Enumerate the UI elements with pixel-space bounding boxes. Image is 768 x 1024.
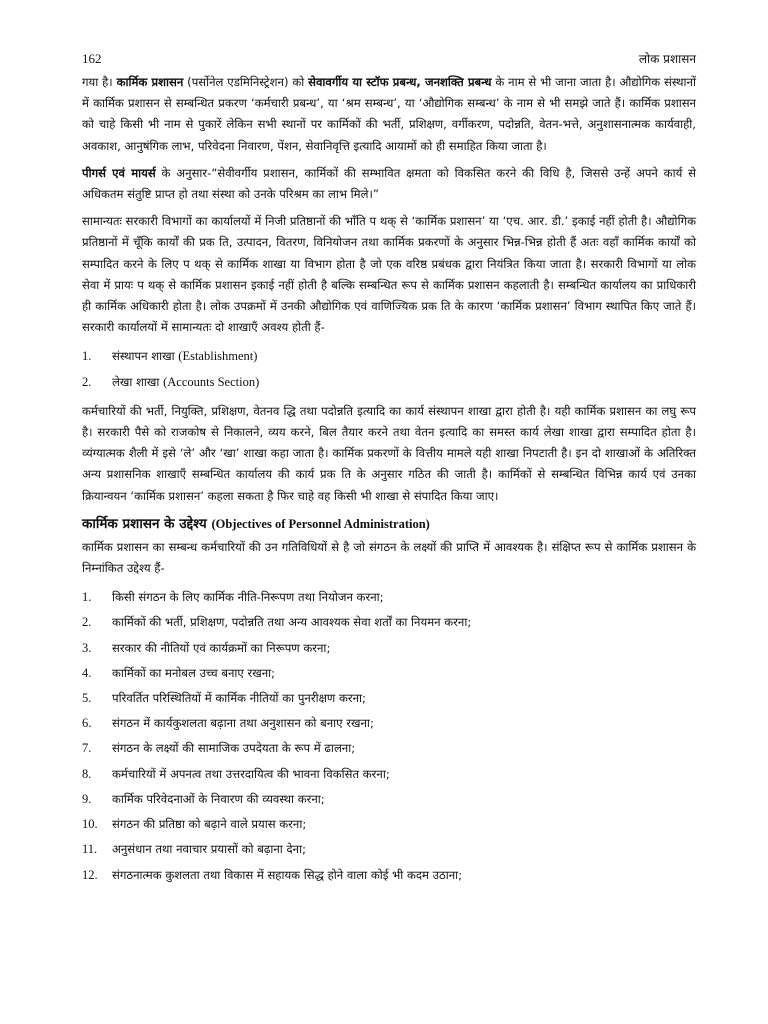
list-number: 11. xyxy=(82,842,98,857)
list-number: 8. xyxy=(82,766,92,781)
section-heading xyxy=(82,513,696,535)
list-number: 2. xyxy=(82,374,92,389)
objectives-list xyxy=(82,585,696,887)
list-item xyxy=(82,585,696,610)
branch-name: संस्थापन शाखा xyxy=(112,349,175,364)
list-number: 5. xyxy=(82,691,92,706)
text-run: के अनुसार-“सेवीवर्गीय प्रशासन, कार्मिकों की सम्भावित क्षमता को विकसित करने की विधि है, जिससे उन्हें अपने कार्य से अधिकतम संतुष्टि प्राप्त हो तथा संस्था को उनके परिश्रम का लाभ मिले।” xyxy=(82,165,696,202)
branch-english: (Establishment) xyxy=(178,349,258,364)
list-item xyxy=(82,762,696,787)
paragraph-quote xyxy=(82,163,696,205)
heading-english: (Objectives of Personnel Administration) xyxy=(211,516,430,531)
list-text: संगठन के लक्ष्यों की सामाजिक उपदेयता के रूप में ढालना; xyxy=(112,741,356,756)
list-item xyxy=(82,610,696,635)
list-number: 2. xyxy=(82,615,92,630)
branch-name: लेखा शाखा xyxy=(112,374,160,389)
page-header xyxy=(82,50,696,72)
branch-list xyxy=(82,344,696,394)
list-text: कार्मिकों की भर्ती, प्रशिक्षण, पदोन्नति तथा अन्य आवश्यक सेवा शर्तों का नियमन करना; xyxy=(112,615,472,630)
text-run: के नाम से भी जाना जाता है। औद्योगिक संस्थानों में कार्मिक प्रशासन से सम्बन्धित प्रकरण ‘कर्मचारी प्रबन्ध’, या ‘श्रम सम्बन्ध’, या ‘औद्योगिक सम्बन्ध’ के नाम से भी समझे जाते हैं। कार्मिक प्रशासन को चाहे किसी भी नाम से पुकारें लेकिन सभी स्थानों पर कार्मिकों की भर्ती, प्रशिक्षण, वर्गीकरण, पदोन्नति, वेतन-भत्ते, अनुशासनात्मक कार्यवाही, अवकाश, आनुषंगिक लाभ, परिवेदना निवारण, पेंशन, सेवानिवृत्ति इत्यादि आयामों को ही समाहित किया जाता है। xyxy=(82,75,696,153)
page-number: 162 xyxy=(82,51,102,66)
text-run: गया है। xyxy=(82,75,117,89)
list-item xyxy=(82,344,696,369)
list-item xyxy=(82,370,696,395)
list-item xyxy=(82,812,696,837)
heading-hindi: कार्मिक प्रशासन के उद्देश्य xyxy=(82,515,207,532)
list-text: परिवर्तित परिस्थितियों में कार्मिक नीतियों का पुनरीक्षण करना; xyxy=(112,691,366,706)
list-text: संगठन में कार्यकुशलता बढ़ाना तथा अनुशासन को बनाए रखना; xyxy=(112,716,374,731)
list-number: 12. xyxy=(82,867,98,882)
list-item xyxy=(82,863,696,888)
bold-term: पीगर्स एवं मायर्स xyxy=(82,165,156,180)
list-number: 1. xyxy=(82,590,92,605)
list-item xyxy=(82,711,696,736)
list-item xyxy=(82,736,696,761)
list-text: किसी संगठन के लिए कार्मिक नीति-निरूपण तथा नियोजन करना; xyxy=(112,590,384,605)
bold-term: सेवावर्गीय या स्टॉफ प्रबन्ध, जनशक्ति प्रबन्ध xyxy=(308,75,492,89)
paragraph-departments: सामान्यतः सरकारी विभागों का कार्यालयों में निजी प्रतिष्ठानों की भाँति प थक् से ‘कार्मिक प्रशासन’ या ‘एच. आर. डी.’ इकाई नहीं होती है। औद्योगिक प्रतिष्ठानों में चूँकि कार्यों की प्रक ति, उत्पादन, वितरण, विनियोजन तथा कार्मिक प्रकरणों के अनुसार भिन्न-भिन्न होती हैं अतः वहाँ कार्मिक कार्यों को सम्पादित करने के लिए प थक् से कार्मिक शाखा या विभाग होता है जो एक वरिष्ठ प्रबंधक द्वारा नियंत्रित किया जाता है। सरकारी विभागों या लोक सेवा में प्रायः प थक् से कार्मिक प्रशासन इकाई नहीं होती है बल्कि सम्बन्धित रूप से कार्मिक प्रशासन कहलाती है। सम्बन्धित कार्यालय का प्राधिकारी ही कार्मिक अधिकारी होता है। लोक उपक्रमों में उनकी औद्योगिक एवं वाणिज्यिक प्रक ति के कारण ‘कार्मिक प्रशासन’ विभाग स्थापित किए जाते हैं। सरकारी कार्यालयों में सामान्यतः दो शाखाएँ अवश्य होती हैं- xyxy=(82,214,696,335)
list-number: 9. xyxy=(82,791,92,806)
paragraph-objectives-intro: कार्मिक प्रशासन का सम्बन्ध कर्मचारियों की उन गतिविधियों से है जो संगठन के लक्ष्यों की प्राप्ति में आवश्यक है। संक्षिप्त रूप से कार्मिक प्रशासन के निम्नांकित उद्देश्य हैं- xyxy=(82,539,696,576)
text-run: (पर्सोनेल एडमिनिस्ट्रेशन) को xyxy=(183,75,309,89)
list-item xyxy=(82,686,696,711)
list-text: कार्मिकों का मनोबल उच्च बनाए रखना; xyxy=(112,665,276,680)
document-page xyxy=(82,50,696,894)
list-number: 1. xyxy=(82,349,92,364)
list-number: 6. xyxy=(82,716,92,731)
list-item xyxy=(82,636,696,661)
bold-term: कार्मिक प्रशासन xyxy=(116,75,184,89)
list-text: सरकार की नीतियों एवं कार्यक्रमों का निरूपण करना; xyxy=(112,640,331,655)
list-text: अनुसंधान तथा नवाचार प्रयासों को बढ़ाना देना; xyxy=(112,842,306,857)
branch-english: (Accounts Section) xyxy=(163,374,260,389)
paragraph-branches: कर्मचारियों की भर्ती, नियुक्ति, प्रशिक्षण, वेतनव द्धि तथा पदोन्नति इत्यादि का कार्य संस्थापन शाखा द्वारा होती है। यही कार्मिक प्रशासन का लघु रूप है। सरकारी पैसे को राजकोष से निकालने, व्यय करने, बिल तैयार करने तथा वेतन इत्यादि का समस्त कार्य लेखा शाखा द्वारा सम्पादित होता है। व्यंग्यात्मक शैली में इसे ‘ले’ और ‘खा’ शाखा कहा जाता है। कार्मिक प्रकरणों के वित्तीय मामले यही शाखा निपटाती है। इन दो शाखाओं के अतिरिक्त अन्य प्रशासनिक शाखाएँ सम्बन्धित कार्यालय की कार्य प्रक ति के अनुसार गठित की जाती है। कार्मिकों से सम्बन्धित विभिन्न कार्य एवं उनका क्रियान्वयन ‘कार्मिक प्रशासन’ कहला सकता है फिर चाहे वह किसी भी शाखा से संपादित किया जाए। xyxy=(82,403,696,503)
list-number: 7. xyxy=(82,741,92,756)
running-title: लोक प्रशासन xyxy=(638,52,696,66)
list-item xyxy=(82,661,696,686)
list-number: 4. xyxy=(82,665,92,680)
list-number: 3. xyxy=(82,640,92,655)
list-text: कर्मचारियों में अपनत्व तथा उत्तरदायित्व की भावना विकसित करना; xyxy=(112,766,390,781)
list-text: संगठनात्मक कुशलता तथा विकास में सहायक सिद्ध होने वाला कोई भी कदम उठाना; xyxy=(112,867,463,882)
list-number: 10. xyxy=(82,817,98,832)
paragraph-intro xyxy=(82,72,696,157)
list-item xyxy=(82,787,696,812)
list-item xyxy=(82,837,696,862)
list-text: संगठन की प्रतिष्ठा को बढ़ाने वाले प्रयास करना; xyxy=(112,817,307,832)
list-text: कार्मिक परिवेदनाओं के निवारण की व्यवस्था करना; xyxy=(112,791,325,806)
